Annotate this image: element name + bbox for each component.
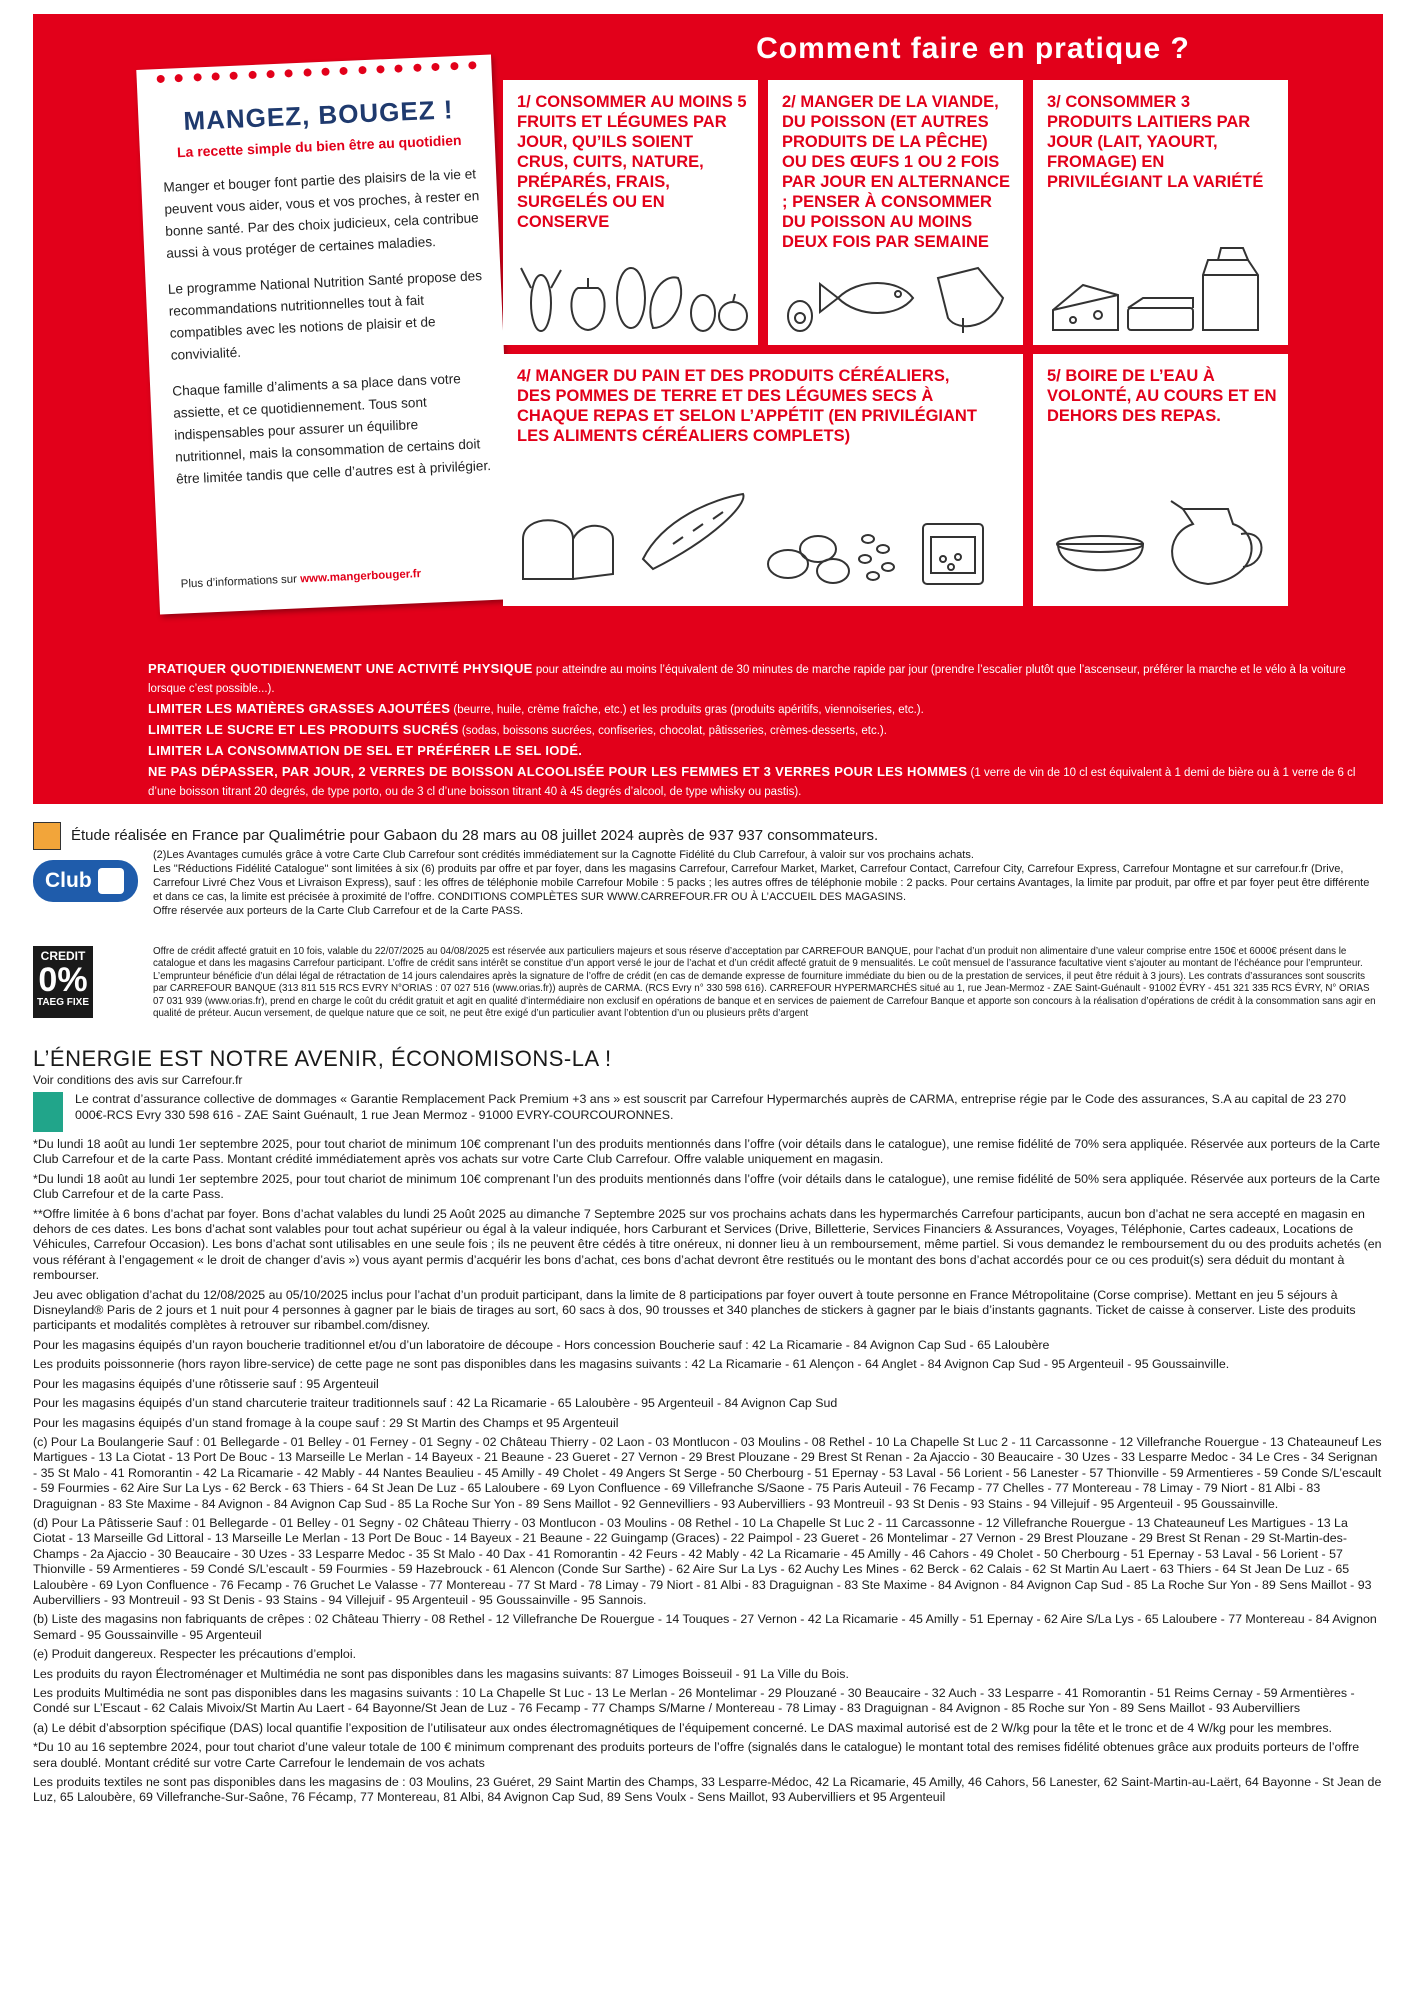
panel-title: Comment faire en pratique ?	[756, 32, 1190, 65]
tip-text: 2/ MANGER DE LA VIANDE, DU POISSON (ET AUTRES PRODUITS DE LA PÊCHE) OU DES ŒUFS 1 OU 2 FOIS PAR JOUR EN ALTERNANCE ; PENSER À CONSOMMER DU POISSON AU MOINS DEUX FOIS PAR SEMAINE	[782, 93, 1010, 251]
club-text: (2)Les Avantages cumulés grâce à votre Carte Club Carrefour sont crédités immédiatement sur la Cagnotte Fidélité du Club Carrefour, à valoir sur vos prochains achats. Les "Réductions Fidélité Catalogue" sont limitées à six (6) produits par offre et par foyer, dans les magasins Carrefour, Carrefour Market, Market, Carrefour Contact, Carrefour City, Carrefour Express, Carrefour Montagne et sur carrefour.fr (Drive, Carrefour Livré Chez Vous et Livraison Express), sauf : les offres de téléphonie mobile Carrefour Mobile : 5 packs ; les autres offres de téléphonie mobile : 2 packs. Pour certains Avantages, la limite par produit, par offre et par foyer peut être différente et dans ce cas, la limite est précisée à proximité de l’offre. CONDITIONS COMPLÈTES SUR WWW.CARREFOUR.FR OU À L’ACCUEIL DES MAGASINS. Offre réservée aux porteurs de la Carte Club Carrefour et de la Carte PASS.	[153, 849, 1370, 917]
legal-paragraph: Les produits du rayon Électroménager et Multimédia ne sont pas disponibles dans les magasins suivants: 87 Limoges Boisseuil - 91 La Ville du Bois.	[33, 1666, 849, 1681]
energy-heading: L’ÉNERGIE EST NOTRE AVENIR, ÉCONOMISONS-LA !	[33, 1046, 612, 1071]
meat-fish-eggs-icon	[778, 258, 1013, 338]
habit-item: LIMITER LE SUCRE ET LES PRODUITS SUCRÉS (sodas, boissons sucrées, confiseries, chocolat, pâtisseries, crèmes-desserts, etc.).	[148, 722, 887, 737]
legal-paragraph: Les produits Multimédia ne sont pas disponibles dans les magasins suivants : 10 La Chapelle St Luc - 13 Le Merlan - 26 Montelimar - 29 Plouzané - 30 Beaucaire - 32 Auch - 33 Lesparre - 41 Romorantin - 51 Reims Cernay - 59 Armentières - Condé sur L’Escaut - 62 Calais Mivoix/St Martin Au Laert - 64 Bayonne/St Jean de Luz - 76 Fecamp - 77 Champs S/Marne / Montereau - 78 Limay - 83 Draguignan - 84 Avignon - 85 Roche sur Yon - 89 Sens Maillot - 93 Aubervilliers	[33, 1686, 1355, 1716]
water-jug-icon	[1043, 479, 1278, 594]
tip-text: 5/ BOIRE DE L’EAU À VOLONTÉ, AU COURS ET EN DEHORS DES REPAS.	[1047, 367, 1277, 425]
legal-notes	[33, 1137, 1383, 1810]
spiral-holes	[157, 61, 477, 89]
legal-paragraph: Pour les magasins équipés d’une rôtisserie sauf : 95 Argenteuil	[33, 1376, 379, 1391]
note-body	[163, 163, 495, 505]
note-paragraph: Chaque famille d’aliments a sa place dans votre assiette, et ce quotidiennement. Tous sont indispensables pour assurer un équilibre nutritionnel, mais la consommation de certains doit être limitée tandis que celle d’autres est à privilégier.	[172, 371, 492, 487]
tip-box-fruits	[503, 80, 758, 345]
nutrition-panel	[33, 14, 1383, 804]
legal-paragraph: *Du 10 au 16 septembre 2024, pour tout chariot d’une valeur totale de 100 € minimum comprenant des produits porteurs de l’offre (signalés dans le catalogue) le montant total des remises fidélité obtenues grâce aux produits porteurs de l’offre sera doublé. Montant crédité sur votre Carte Carrefour le lendemain de vos achats	[33, 1740, 1360, 1770]
note-paragraph: Manger et bouger font partie des plaisirs de la vie et peuvent vous aider, vous et vos proches, à rester en bonne santé. Par des choix judicieux, cela contribue aussi à vous protéger de certaines maladies.	[163, 166, 480, 261]
legal-paragraph: **Offre limitée à 6 bons d’achat par foyer. Bons d’achat valables du lundi 25 Août 2025 au dimanche 7 Septembre 2025 sur vos prochains achats dans les hypermarchés Carrefour participants, aucun bon d’achat ne sera accepté en magasin en dehors de ces dates. Les bons d’achat sont valables pour tout achat supérieur ou égal à la valeur indiquée, hors Carburant et Services (Drive, Billetterie, Services Financiers & Assurances, Voyages, Téléphonie, Cartes cadeaux, Locations de Véhicules, Carrefour Occasion). Les bons d’achat sont utilisables en une seule fois ; ils ne peuvent être cédés à titre onéreux, ni donner lieu à un remboursement, même partiel. Si vous demandez le remboursement du ou des produits achetés (en vous référant à l’engagement « le droit de changer d’avis ») vous ayant permis d’acquérir les bons d’achat, ces bons d’achat devront être restitués ou le montant des bons d’achat accordés pour ce ou ces produit(s) sera déduit du montant à rembourser.	[33, 1206, 1382, 1283]
healthy-habits	[148, 659, 1368, 802]
tip-box-cereals	[503, 354, 1023, 606]
tip-text: 4/ MANGER DU PAIN ET DES PRODUITS CÉRÉALIERS, DES POMMES DE TERRE ET DES LÉGUMES SECS À CHAQUE REPAS ET SELON L’APPÉTIT (EN PRIVILÉGIANT LES ALIMENTS CÉRÉALIERS COMPLETS)	[517, 367, 977, 445]
energy-subtext: Voir conditions des avis sur Carrefour.fr	[33, 1073, 243, 1087]
legal-paragraph: (b) Liste des magasins non fabriquants de crêpes : 02 Château Thierry - 08 Rethel - 12 Villefranche De Rouergue - 14 Touques - 27 Vernon - 42 La Ricamarie - 45 Amilly - 51 Epernay - 62 Aire S/La Lys - 65 Laloubere - 77 Montereau - 84 Avignon Semard - 95 Goussainville - 95 Argenteuil	[33, 1612, 1377, 1642]
bread-cereals-icon	[513, 479, 1013, 594]
legal-paragraph: Pour les magasins équipés d’un rayon boucherie traditionnel et/ou d’un laboratoire de découpe - Hors concession Boucherie sauf : 42 La Ricamarie - 84 Avignon Cap Sud - 65 Laloubère	[33, 1337, 1050, 1352]
tip-text: 3/ CONSOMMER 3 PRODUITS LAITIERS PAR JOUR (LAIT, YAOURT, FROMAGE) EN PRIVILÉGIANT LA VARIÉTÉ	[1047, 93, 1264, 191]
legal-paragraph: (d) Pour La Pâtisserie Sauf : 01 Bellegarde - 01 Belley - 01 Segny - 02 Château Thierry - 03 Montlucon - 03 Moulins - 08 Rethel - 10 La Chapelle St Luc 2 - 11 Carcassonne - 12 Villefranche Rouergue - 13 Chateauneuf Les Martigues - 13 La Ciotat - 13 Marseille Gd Littoral - 13 Marseille Le Merlan - 13 Port De Bouc - 14 Bayeux - 21 Beaune - 22 Guingamp (Graces) - 22 Paimpol - 23 Gueret - 26 Montelimar - 27 Vernon - 29 Brest Plouzane - 29 Brest St Renan - 29 St-Martin-des-Champs - 2a Ajaccio - 30 Beaucaire - 30 Uzes - 33 Lesparre Medoc - 35 St Malo - 40 Dax - 41 Romorantin - 42 Feurs - 42 Mably - 42 La Ricamarie - 45 Amilly - 46 Cahors - 49 Cholet - 50 Cherbourg - 51 Epernay - 53 Laval - 56 Lorient - 57 Thionville - 59 Armentieres - 59 Condé S/L’escault - 59 Fourmies - 59 Hazebrouck - 61 Alencon (Conde Sur Sarthe) - 62 Aire Sur La Lys - 62 Auchy Les Mines - 62 Berck - 62 Calais - 62 St Martin Au Laert - 63 Thiers - 64 St Jean De Luz - 65 Laloubère - 69 Lyon Confluence - 76 Fecamp - 76 Gruchet Le Valasse - 77 Montereau - 77 St Mard - 78 Limay - 79 Niort - 81 Albi - 83 Draguignan - 83 Ste Maxime - 84 Avignon - 84 Avignon Cap Sud - 85 La Roche Sur Yon - 89 Sens Maillot - 93 Aubervilliers - 93 Montreuil - 93 St Denis - 93 Stains - 94 Villejuif - 95 Argenteuil - 95 Goussainville - 95 Sannois.	[33, 1515, 1372, 1607]
legal-paragraph: Les produits textiles ne sont pas disponibles dans les magasins de : 03 Moulins, 23 Guéret, 29 Saint Martin des Champs, 33 Lesparre-Médoc, 42 La Ricamarie, 45 Amilly, 46 Cahors, 56 Lanester, 62 Saint-Martin-au-Laërt, 64 Bayonne - St Jean de Luz, 65 Laloubère, 69 Villefranche-Sur-Saône, 76 Fécamp, 77 Montereau, 81 Albi, 84 Avignon Cap Sud, 89 Sens Voulx - Sens Maillot, 93 Aubervilliers et 95 Argenteuil	[33, 1775, 1382, 1805]
note-title: MANGEZ, BOUGEZ !	[182, 94, 455, 136]
mangerbouger-link[interactable]: www.mangerbouger.fr	[299, 568, 422, 586]
legal-paragraph: (a) Le débit d’absorption spécifique (DAS) local quantifie l’exposition de l’utilisateur aux ondes électromagnétiques de l’équipement concerné. Le DAS maximal autorisé est de 2 W/kg pour la tête et le tronc et de 4 W/kg pour les membres.	[33, 1720, 1332, 1735]
legal-paragraph: Pour les magasins équipés d’un stand charcuterie traiteur traditionnels sauf : 42 La Ricamarie - 65 Laloubère - 95 Argenteuil - 84 Avignon Cap Sud	[33, 1396, 838, 1411]
note-paragraph: Le programme National Nutrition Santé propose des recommandations nutritionnelles tout à fait compatibles avec les notions de plaisir et de convivialité.	[167, 268, 483, 363]
tip-box-meat-fish	[768, 80, 1023, 345]
dairy-icon	[1043, 230, 1278, 340]
credit-text: Offre de crédit affecté gratuit en 10 fois, valable du 22/07/2025 au 04/08/2025 est réservée aux particuliers majeurs et sous réserve d’acceptation par CARREFOUR BANQUE, pour l’achat d’un produit non alimentaire d’une valeur comprise entre 150€ et 6000€ présent dans le catalogue et dans les magasins Carrefour participant. L’offre de crédit sans intérêt se constitue d’un apport versé le jour de l’achat et d’un crédit affecté gratuit de 9 mensualités. Le coût mensuel de l’assurance facultative vient s’ajouter au montant de l’échéance pour l’emprunteur. L’emprunteur bénéficie d’un délai légal de rétractation de 14 jours calendaires après la signature de l’offre de crédit (en cas de demande expresse de fourniture immédiate du bien ou de la prestation de services, il peut être réduit à 3 jours). Les contrats d’assurances sont souscrits par CARREFOUR BANQUE (313 811 515 RCS EVRY N°ORIAS : 07 027 516 (www.orias.fr)) auprès de CARMA. (RCS Evry n° 330 598 616). CARREFOUR HYPERMARCHÉS situé au 1, rue Jean-Mermoz - ZAE Saint-Guénault - 91002 ÉVRY - 451 321 335 RCS ÉVRY, N° ORIAS 07 031 939 (www.orias.fr), prend en charge le coût du crédit gratuit et agit en qualité d’intermédiaire non exclusif en opérations de banque et en services de paiement de Carrefour Banque et apporte son concours à la réalisation d’opérations de crédit à la consommation sans agir en qualité de préteur. Aucun versement, de quelque nature que ce soit, ne peut être exigé d’un particulier avant l’obtention d’un ou plusieurs prêts d’argent	[153, 946, 1376, 1020]
legal-paragraph: Les produits poissonnerie (hors rayon libre-service) de cette page ne sont pas disponibles dans les magasins suivants : 42 La Ricamarie - 61 Alençon - 64 Anglet - 84 Avignon Cap Sud - 95 Argenteuil - 95 Goussainville.	[33, 1357, 1230, 1372]
habit-item: LIMITER LA CONSOMMATION DE SEL ET PRÉFÉRER LE SEL IODÉ.	[148, 743, 583, 758]
legal-paragraph: *Du lundi 18 août au lundi 1er septembre 2025, pour tout chariot de minimum 10€ comprenant l’un des produits mentionnés dans l’offre (voir détails dans le catalogue), une remise fidélité de 50% sera appliquée. Réservée aux porteurs de la Carte Club Carrefour et de la carte Pass.	[33, 1171, 1381, 1202]
insurance-text: Le contrat d’assurance collective de dommages « Garantie Remplacement Pack Premium +3 ans » est souscrit par Carrefour Hypermarchés auprès de CARMA, entreprise régie par le Code des assurances, S.A au capital de 23 270 000€-RCS Evry 330 598 616 - ZAE Saint Guénault, 1 rue Jean Mermoz - 91000 EVRY-COURCOURONNES.	[75, 1092, 1347, 1122]
legal-paragraph: (c) Pour La Boulangerie Sauf : 01 Bellegarde - 01 Belley - 01 Ferney - 01 Segny - 02 Château Thierry - 02 Laon - 03 Montlucon - 03 Moulins - 08 Rethel - 10 La Chapelle St Luc 2 - 11 Carcassonne - 12 Villefranche Rouergue - 13 Chateauneuf Les Martigues - 13 La Ciotat - 13 Port De Bouc - 13 Marseille Le Merlan - 14 Bayeux - 21 Beaune - 23 Gueret - 27 Vernon - 29 Brest Plouzane - 29 Brest St Renan - 2a Ajaccio - 30 Beaucaire - 30 Uzes - 33 Lesparre Medoc - 34 Le Cres - 34 Serignan - 35 St Malo - 41 Romorantin - 42 La Ricamarie - 42 Mably - 44 Nantes Beaulieu - 45 Amilly - 49 Cholet - 49 Angers St Serge - 50 Cherbourg - 51 Epernay - 53 Laval - 56 Lorient - 56 Lanester - 57 Thionville - 59 Armentieres - 59 Conde S/L’escault - 59 Fourmies - 62 Aire Sur La Lys - 62 Berck - 63 Thiers - 64 St Jean De Luz - 65 Laloubere - 69 Lyon Confluence - 69 Villefranche S/Saone - 75 Paris Auteuil - 76 Fecamp - 77 Chelles - 77 Montereau - 78 Limay - 79 Niort - 81 Albi - 83 Draguignan - 83 Ste Maxime - 84 Avignon - 84 Avignon Cap Sud - 85 La Roche Sur Yon - 89 Sens Maillot - 92 Gennevilliers - 93 Aubervilliers - 93 Montreuil - 93 St Denis - 93 Stains - 94 Villejuif - 95 Argenteuil - 95 Goussainville.	[33, 1434, 1382, 1511]
study-note: Étude réalisée en France par Qualimétrie pour Gabaon du 28 mars au 08 juillet 2024 auprès de 937 937 consommateurs.	[33, 822, 1383, 850]
note-subtitle: La recette simple du bien être au quotidien	[176, 131, 462, 161]
study-badge-icon	[33, 822, 61, 850]
fruits-vegetables-icon	[513, 258, 748, 338]
legal-paragraph: Pour les magasins équipés d’un stand fromage à la coupe sauf : 29 St Martin des Champs et 95 Argenteuil	[33, 1415, 619, 1430]
tip-box-dairy	[1033, 80, 1288, 345]
habit-item: PRATIQUER QUOTIDIENNEMENT UNE ACTIVITÉ PHYSIQUE pour atteindre au moins l’équivalent de 30 minutes de marche rapide par jour (prendre l’escalier plutôt que l’ascenseur, préférer la marche et le vélo à la voiture lorsque c’est possible...).	[148, 661, 1346, 695]
credit-0-taeg-logo: CREDIT 0% TAEG FIXE	[33, 946, 93, 1018]
legal-paragraph: *Du lundi 18 août au lundi 1er septembre 2025, pour tout chariot de minimum 10€ comprenant l’un des produits mentionnés dans l’offre (voir détails dans le catalogue), une remise fidélité de 70% sera appliquée. Réservée aux porteurs de la Carte Club Carrefour et de la carte Pass. Montant crédité immédiatement après vos achats sur votre Carte Club Carrefour. Offre valable uniquement en magasin.	[33, 1137, 1381, 1167]
note-card	[136, 55, 514, 615]
habit-item: NE PAS DÉPASSER, PAR JOUR, 2 VERRES DE BOISSON ALCOOLISÉE POUR LES FEMMES ET 3 VERRES POUR LES HOMMES (1 verre de vin de 10 cl est équivalent à 1 demi de bière ou à 1 verre de 6 cl d’une boisson titrant 20 degrés, de type porto, ou de 3 cl d’une boisson titrant 40 à 45 degrés d’alcool, de type whisky ou pastis).	[148, 764, 1356, 798]
club-carrefour-logo: Club	[33, 860, 138, 902]
tip-text: 1/ CONSOMMER AU MOINS 5 FRUITS ET LÉGUMES PAR JOUR, QU’ILS SOIENT CRUS, CUITS, NATURE, PRÉPARÉS, FRAIS, SURGELÉS OU EN CONSERVE	[517, 93, 747, 231]
legal-paragraph: Jeu avec obligation d’achat du 12/08/2025 au 05/10/2025 inclus pour l’achat d’un produit participant, dans la limite de 8 participations par foyer ouvert à toute personne en France Métropolitaine (Corse comprise). Mettant en jeu 5 séjours à Disneyland® Paris de 2 jours et 1 nuit pour 4 personnes à gagner par le biais de tirages au sort, 60 sacs à dos, 90 trousses et 340 planches de stickers à gagner par le biais d’instants gagnants. Ticket de caisse à conserver. Liste des produits participants et modalités complètes à retrouver sur ribambel.com/disney.	[33, 1287, 1356, 1333]
warranty-badge-icon	[33, 1092, 63, 1132]
note-more-info: Plus d’informations sur www.mangerbouger.fr	[180, 568, 422, 591]
tip-box-water	[1033, 354, 1288, 606]
habit-item: LIMITER LES MATIÈRES GRASSES AJOUTÉES (beurre, huile, crème fraîche, etc.) et les produits gras (produits apéritifs, viennoiseries, etc.).	[148, 701, 924, 716]
legal-paragraph: (e) Produit dangereux. Respecter les précautions d’emploi.	[33, 1647, 357, 1662]
